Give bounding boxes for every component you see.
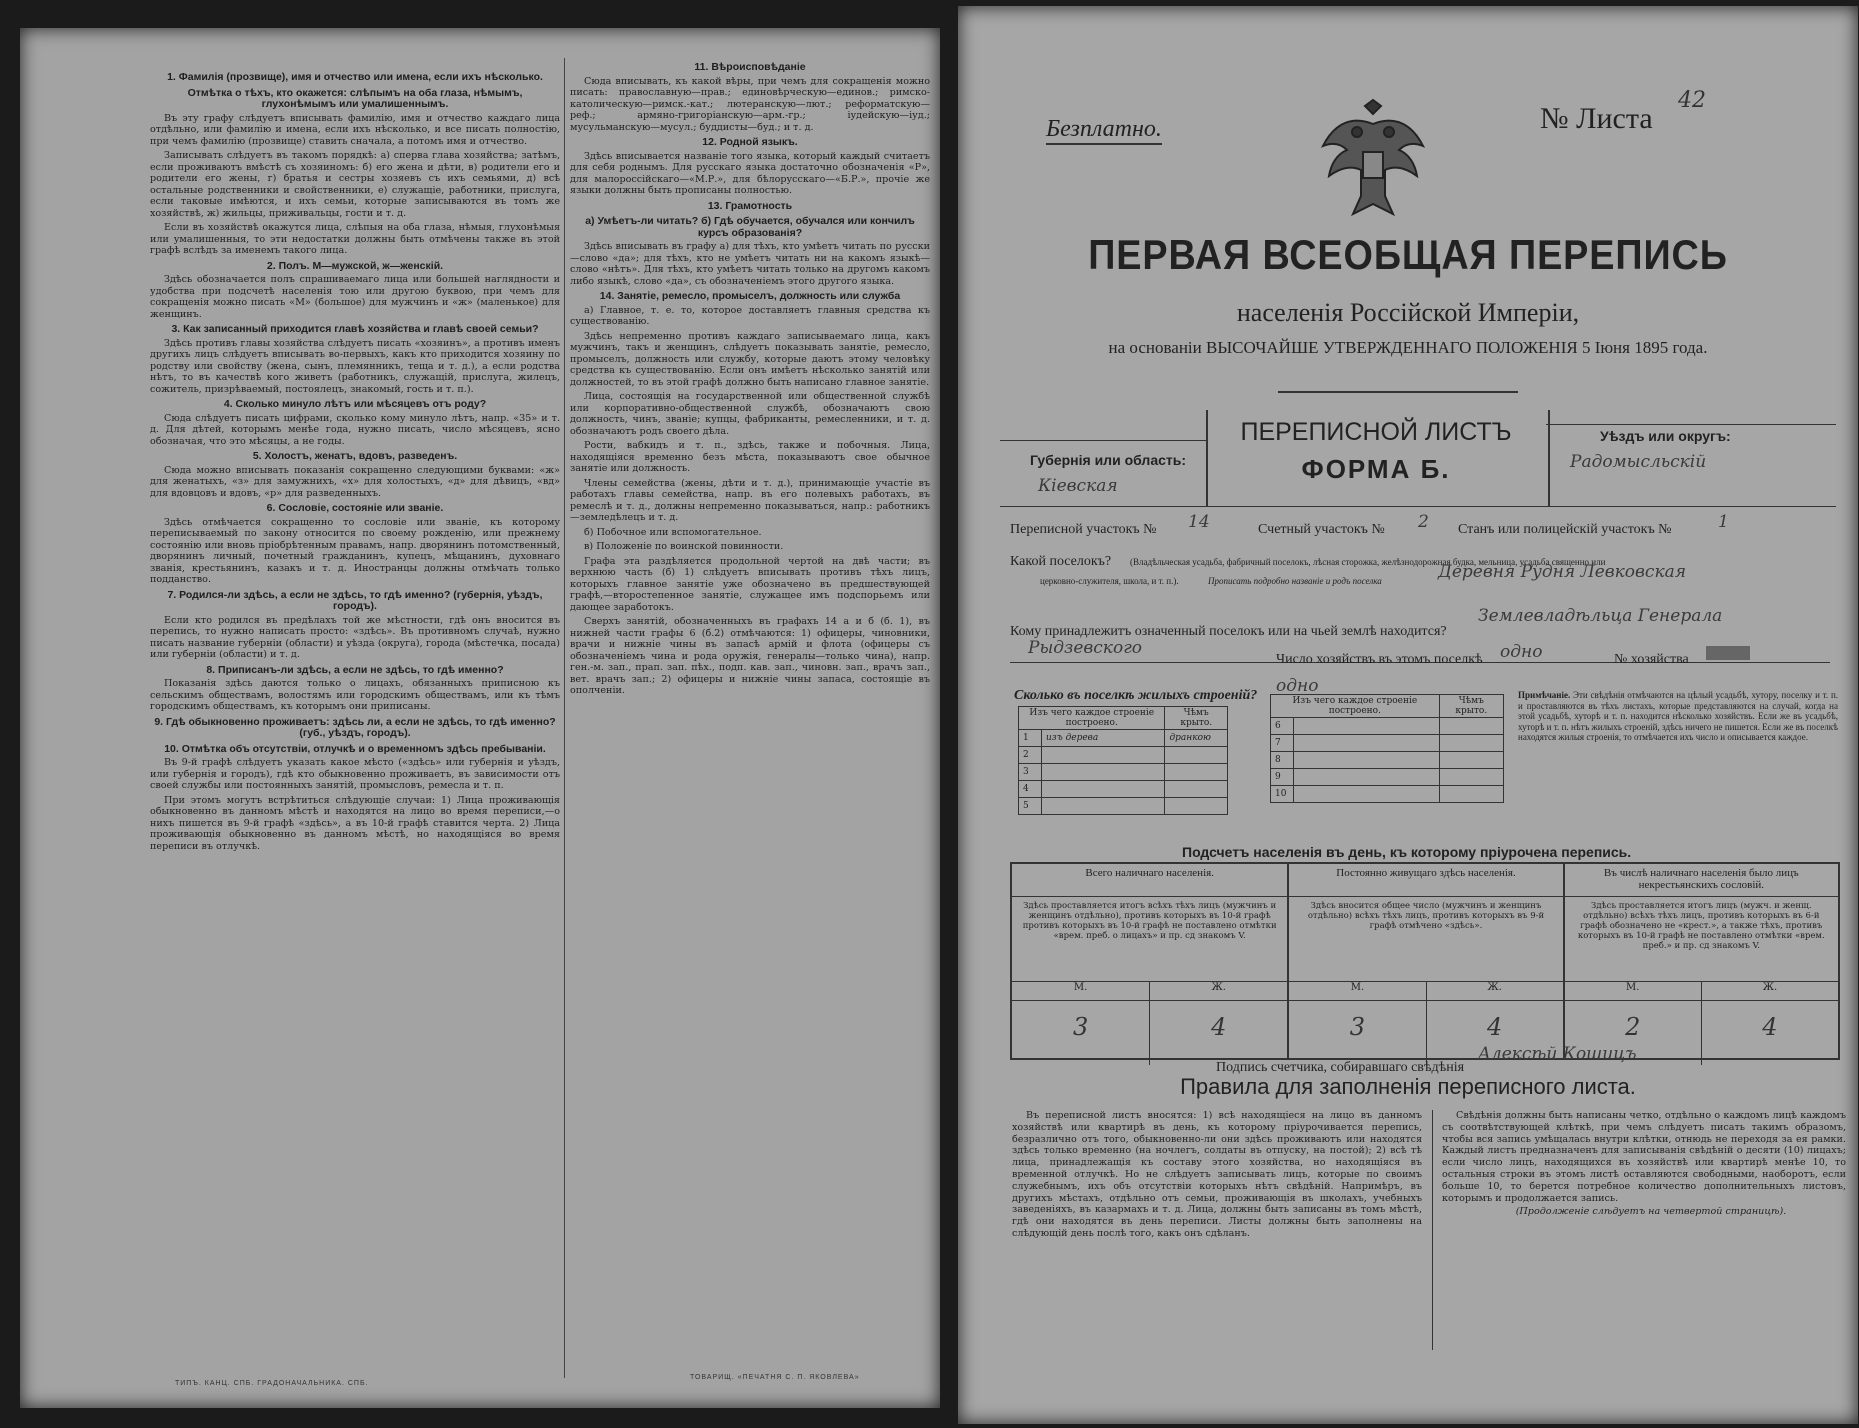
note-label: Примѣчаніе. — [1518, 690, 1571, 700]
table-cell-roof — [1165, 764, 1228, 781]
instruction-paragraph: Показанія здѣсь даются только о лицахъ, обязанныхъ приписною къ сельскимъ обществамъ, волостямъ или городскимъ обществамъ, или къ тѣмъ городскимъ обществамъ, къ которымъ они приписаны. — [150, 678, 560, 712]
table-row — [1019, 798, 1228, 815]
instruction-heading: 3. Как записанный приходится главѣ хозяйства и главѣ своей семьи? — [171, 323, 539, 335]
signature-label: Подпись счетчика, собиравшаго свѣдѣнія — [1216, 1060, 1465, 1075]
instruction-heading: Отмѣтка о тѣхъ, кто окажется: слѣпымъ на оба глаза, нѣмымъ, глухонѣмымъ или умалишеннымъ. — [187, 86, 523, 110]
table-row — [1271, 735, 1504, 752]
census-title: ПЕРВАЯ ВСЕОБЩАЯ ПЕРЕПИСЬ — [1088, 231, 1728, 278]
count-column-instruction: Здѣсь вносится общее число (мужчинъ и женщинъ отдѣльно) всѣхъ тѣхъ лицъ, противъ которыхъ въ 9-й графѣ отмѣчено «здѣсь». — [1289, 897, 1562, 982]
instruction-paragraph: Здѣсь противъ главы хозяйства слѣдуетъ писать «хозяинъ», а противъ именъ другихъ лицъ слѣдуетъ вписывать во-первыхъ, какъ кто приходится хозяину по родству или свойству (жена, сынъ, племянникъ, теща и т. д.), а если родства нѣтъ, то въ качествѣ кого живетъ (работникъ, служащій, прислуга, жилецъ, сожитель, призрѣваемый, постоялецъ, знакомый, гость и т. п.). — [150, 337, 560, 395]
table-cell-material — [1294, 718, 1440, 735]
table-cell-material — [1294, 735, 1440, 752]
instruction-paragraph: а) Главное, т. е. то, которое доставляетъ главныя средства къ существованію. — [570, 304, 930, 327]
count-column-head: Всего наличнаго населенія. — [1012, 864, 1287, 897]
rules-title: Правила для заполненія переписного листа. — [1180, 1074, 1636, 1099]
buildings-note — [1518, 690, 1838, 743]
owner-label: Кому принадлежитъ означенный поселокъ или на чьей землѣ находится? — [1010, 624, 1447, 639]
instruction-heading: 4. Сколько минуло лѣтъ или мѣсяцевъ отъ роду? — [223, 398, 487, 410]
instruction-paragraph: Члены семейства (жены, дѣти и т. д.), принимающіе участіе въ работахъ главы семейства, напр. въ его полевыхъ работахъ, въ ремеслѣ и т. д., должны непременно показываться, напр.: работникъ—земледѣлецъ и т. д. — [570, 477, 930, 523]
settlement-hint-3: Прописать подробно названіе и родъ поселка — [1208, 576, 1382, 586]
free-of-charge-label: Безплатно. — [1046, 116, 1162, 145]
buildings-value: одно — [1276, 676, 1319, 696]
uezd-value: Радомысльскій — [1570, 452, 1707, 472]
count-value-male: 3 — [1349, 1013, 1366, 1041]
count-value-male: 2 — [1625, 1013, 1641, 1041]
instructions-column-2 — [570, 58, 930, 700]
instruction-paragraph: Графа эта раздѣляется продольной чертой на двѣ части; въ верхнюю часть (б) 1) слѣдуетъ вписывать противъ тѣхъ лицъ, которыхъ главное занятіе уже обозначено въ предшествующей графѣ,—второстепенное занятіе, служащее имъ подспорьемъ или дающее заработокъ. — [570, 555, 930, 613]
settlement-hint: (Владѣльческая усадьба, фабричный поселокъ, лѣсная сторожка, желѣзнодорожная будка, мельница, усадьба священно или — [1130, 557, 1606, 567]
table-cell-roof: дранкою — [1165, 730, 1228, 747]
imperial-eagle-emblem — [1313, 96, 1433, 226]
sheet-number-value: 42 — [1678, 88, 1706, 113]
table-cell-material — [1294, 786, 1440, 803]
buildings-table-right — [1270, 694, 1504, 803]
table-cell-roof — [1439, 752, 1503, 769]
table-row — [1019, 781, 1228, 798]
settlement-hint-2: церковно-служителя, школа, и т. п.). — [1040, 576, 1179, 586]
rules-text-2: Свѣдѣнія должны быть написаны четко, отдѣльно о каждомъ лицѣ каждомъ съ соотвѣтствующей клѣткѣ, при чемъ слѣдуетъ писать такимъ образомъ, чтобы вся запись умѣщалась внутри клѣтки, отнюдь не переходя за ея рамки. Каждый листъ предназначенъ для записыванія свѣдѣній о десяти (10) лицахъ; если число лицъ, находящихся въ хозяйствѣ или квартирѣ менѣе 10, то остальныя строки въ этомъ листѣ оставляются свободными, наоборотъ, если больше 10, то берется потребное количество дополнительныхъ листовъ, которымъ и продолжается запись. — [1442, 1110, 1846, 1204]
instruction-heading: 2. Полъ. М—мужской, ж—женскій. — [266, 259, 444, 272]
instruction-paragraph: Сюда можно вписывать показанія сокращенно следующими буквами: «ж» для женатыхъ, «з» для замужнихъ, «х» для холостыхъ, «д» для дѣвицъ, «вд» для вдовцовъ и вдовъ, «р» для разведенныхъ. — [150, 464, 560, 499]
instruction-heading: 6. Сословіе, состояніе или званіе. — [266, 502, 444, 514]
uezd-label: Уѣздъ или округъ: — [1600, 428, 1731, 444]
rules-text-1: Въ переписной листъ вносятся: 1) всѣ находящіеся на лицо въ данномъ хозяйствѣ или квартирѣ въ день, къ которому пріурочивается перепись, безразлично отъ того, обыкновенно-ли они здѣсь проживаютъ или находятся здѣсь только временно (на ночлегъ, солдаты въ отпуску, на постой); 2) всѣ тѣ лица, принадлежащія къ составу этого хозяйства, но находящіяся въ временной отлучкѣ. Но не слѣдуетъ записывать лицъ, которые по своимъ служебнымъ, ихъ объ отсутствіи которыхъ нѣтъ свѣдѣній. Напримѣръ, въ другихъ мѣстахъ, отдѣльно отъ семьи, проживающія въ школахъ, учебныхъ заведеніяхъ, въ казармахъ и т. д. Лица, должны быть записаны въ томъ мѣстѣ, гдѣ они находятся въ день переписи. Листы должны быть заполнены на слѣдующій день послѣ того, какъ онъ сдѣланъ. — [1012, 1110, 1422, 1239]
column-divider — [564, 58, 565, 1378]
rules-column-2 — [1442, 1110, 1846, 1220]
table-cell-material — [1042, 747, 1165, 764]
instruction-paragraph: Сверхъ занятій, обозначенныхъ въ графахъ 14 а и б (б. 1), въ нижней части графы 6 (б.2) отмѣчаются: 1) офицеры, чиновники, врачи и нижніе чины въ запасѣ армій и флота (офицеры съ обозначеніемъ чина и рода оружія, генералы—только чина), напр. ген.-м. зап., прап. зап. пѣх., подп. кав. зап., чиновн. зап., врачъ зап., вет. врачъ зап.; 2) офицеры и нижніе чины запаса, состоящіе въ ополченіи. — [570, 616, 930, 696]
table-cell-n: 3 — [1019, 764, 1042, 781]
sheet-number-label: № Листа — [1540, 102, 1653, 135]
count-column — [1287, 864, 1562, 1058]
table-header-cell: Изъ чего каждое строеніе построено. — [1019, 707, 1165, 730]
household-number-redacted — [1706, 646, 1750, 660]
instruction-paragraph: Здѣсь отмѣчается сокращенно то сословіе или званіе, къ которому переписываемый по закону относится по своему рожденію, или прежнему состоянію или вновь пріобрѣтенным правамъ, напр. дворянинъ потомственный, дворянинъ личный, почетный гражданинъ, купецъ, мѣщанинъ, духовнаго званія, крестьянинъ, казакъ и т. д. Иностранцы должны отмѣчать только подданство. — [150, 516, 560, 585]
instruction-paragraph: Въ эту графу слѣдуетъ вписывать фамилію, имя и отчество каждаго лица отдѣльно, или фамилію и имена, если ихъ нѣсколько, и все писать полностію, при чемъ фамилію (прозвище) ставить сначала, а потомъ имя и отчество. — [150, 112, 560, 147]
table-cell-material — [1042, 798, 1165, 815]
table-cell-roof — [1165, 798, 1228, 815]
household-number-label: № хозяйства — [1614, 652, 1689, 667]
sex-f-label: Ж. — [1149, 982, 1287, 1000]
census-section-value: 14 — [1188, 512, 1210, 532]
table-cell-roof — [1439, 718, 1503, 735]
table-cell-n: 2 — [1019, 747, 1042, 764]
sex-f-label: Ж. — [1701, 982, 1838, 1000]
population-count-table — [1010, 862, 1840, 1060]
table-row — [1019, 764, 1228, 781]
left-page-instructions — [20, 28, 940, 1408]
table-row — [1271, 769, 1504, 786]
table-cell-n: 8 — [1271, 752, 1294, 769]
table-row — [1271, 752, 1504, 769]
table-cell-n: 4 — [1019, 781, 1042, 798]
instruction-paragraph: Здѣсь вписывать въ графу а) для тѣхъ, кто умѣетъ читать по русски—слово «да»; для тѣхъ, кто не умѣетъ читать ни на какомъ языкѣ—слово «нѣтъ». Для тѣхъ, кто умѣетъ читать только на другомъ какомъ либо языкѣ, слово «да», съ обозначеніемъ этого другого языка. — [570, 241, 930, 287]
households-value: одно — [1500, 642, 1543, 662]
table-row — [1019, 730, 1228, 747]
count-column — [1563, 864, 1838, 1058]
stan-value: 1 — [1718, 512, 1729, 532]
population-count-title: Подсчетъ населенія въ день, къ которому пріурочена перепись. — [1182, 844, 1632, 860]
households-label: Число хозяйствъ въ этомъ поселкѣ — [1276, 652, 1483, 667]
rules-column-1 — [1012, 1110, 1422, 1242]
table-cell-n: 1 — [1019, 730, 1042, 747]
table-cell-roof — [1165, 781, 1228, 798]
count-column-head: Въ числѣ наличнаго населенія было лицъ некрестьянскихъ сословій. — [1565, 864, 1838, 897]
rules-divider — [1432, 1110, 1433, 1350]
table-cell-n: 7 — [1271, 735, 1294, 752]
census-subtitle: населенія Россійской Имперіи, — [1236, 298, 1580, 327]
count-value-female: 4 — [1426, 1001, 1563, 1065]
instruction-heading: 9. Гдѣ обыкновенно проживаетъ: здѣсь ли, а если не здѣсь, то гдѣ именно? (губ., уѣздъ, городъ). — [154, 715, 556, 739]
form-title: ПЕРЕПИСНОЙ ЛИСТЪ — [1240, 418, 1512, 446]
instruction-heading: 1. Фамилія (прозвище), имя и отчество или имена, если ихъ нѣсколько. — [167, 71, 543, 83]
sex-m-label: М. — [1350, 982, 1365, 993]
header-line-bottom — [1000, 506, 1836, 507]
instruction-heading: а) Умѣетъ-ли читать? б) Гдѣ обучается, обучался или кончилъ курсъ образованія? — [585, 215, 915, 239]
sex-m-label: М. — [1073, 982, 1088, 993]
header-line-right — [1546, 424, 1836, 425]
count-section-label: Счетный участокъ № — [1258, 522, 1385, 537]
instruction-paragraph: Если въ хозяйствѣ окажутся лица, слѣпыя на оба глаза, нѣмыя, глухонѣмыя или умалишенныя, то эти недостатки должны быть отмѣчены также въ этой графѣ вслѣдъ за именемъ такого лица. — [150, 222, 560, 256]
count-column — [1012, 864, 1287, 1058]
census-section-label: Переписной участокъ № — [1010, 522, 1157, 537]
instruction-paragraph: При этомъ могутъ встрѣтиться слѣдующіе случаи: 1) Лица проживающія обыкновенно въ данномъ мѣстѣ и находятся на лицо во время переписи,—о нихъ пишется въ 9-й графѣ «здѣсь», а въ 10-й графѣ ставится черта. 2) Лица проживающія обыкновенно въ данномъ мѣстѣ, но находящіяся во время переписи въ отлучкѣ. — [150, 794, 560, 852]
count-column-instruction: Здѣсь проставляется итогъ всѣхъ тѣхъ лицъ (мужчинъ и женщинъ отдѣльно), противъ которыхъ въ 10-й графѣ противъ которыхъ въ 10-й графѣ не поставлено отмѣтки «врем. преб. о лицахъ» и пр. сд знакомъ V. — [1012, 897, 1287, 982]
count-column-head: Постоянно живущаго здѣсь населенія. — [1289, 864, 1562, 897]
settlement-value: Деревня Рудня Левковская — [1438, 562, 1686, 582]
instruction-heading: 10. Отмѣтка объ отсутствіи, отлучкѣ и о временномъ здѣсь пребываніи. — [164, 742, 546, 755]
instruction-paragraph: Въ 9-й графѣ слѣдуетъ указать какое мѣсто («здѣсь» или губернія и уѣздъ, или губернія и городъ), гдѣ кто обыкновенно проживаетъ, въ зависимости отъ своей службы или постоянныхъ занятій, промысловъ, ремесла и т. п. — [150, 757, 560, 791]
title-rule — [1278, 391, 1518, 393]
gubernia-label: Губернія или область: — [1030, 452, 1187, 468]
instruction-paragraph: в) Положеніе по воинской повинности. — [584, 541, 784, 552]
table-cell-roof — [1165, 747, 1228, 764]
count-value-female: 4 — [1149, 1001, 1287, 1065]
instruction-heading: 12. Родной языкъ. — [702, 136, 798, 148]
table-cell-material — [1294, 752, 1440, 769]
table-header-cell: Изъ чего каждое строеніе построено. — [1271, 695, 1440, 718]
header-line-left — [1000, 440, 1206, 441]
table-cell-roof — [1439, 786, 1503, 803]
table-header-row — [1019, 707, 1228, 730]
table-cell-material — [1042, 781, 1165, 798]
instruction-heading: 8. Приписанъ-ли здѣсь, а если не здѣсь, то гдѣ именно? — [206, 663, 504, 676]
instruction-heading: 5. Холостъ, женатъ, вдовъ, разведенъ. — [252, 450, 458, 462]
settlement-label: Какой поселокъ? — [1010, 554, 1112, 569]
count-column-instruction: Здѣсь проставляется итогъ лицъ (мужч. и женщ. отдѣльно) всѣхъ тѣхъ лицъ, противъ которыхъ въ 6-й графѣ обозначено не «крест.», а также тѣхъ, противъ которыхъ въ 10-й графѣ не поставлено отмѣтки «врем. преб.» и пр. сд знакомъ V. — [1565, 897, 1838, 982]
table-cell-material: изъ дерева — [1042, 730, 1165, 747]
instruction-paragraph: Здѣсь обозначается полъ спрашиваемаго лица или большей наглядности и удобства при подсчетѣ населенія тою или другою буквою, при чемъ для сокращенія можно писать «М» (большое) для мужчинъ и «ж» (маленькое) для женщинъ. — [150, 274, 560, 320]
instruction-paragraph: Рости, вабкидъ и т. п., здѣсь, также и побочныя. Лица, находящіяся временно безъ мѣста, показываютъ свое обычное занятіе или должность. — [570, 440, 930, 474]
count-section-value: 2 — [1418, 512, 1429, 532]
instruction-paragraph: б) Побочное или вспомогательное. — [584, 526, 762, 538]
right-page-census-form — [958, 6, 1858, 1424]
table-cell-n: 5 — [1019, 798, 1042, 815]
instruction-paragraph: Записывать слѣдуетъ въ такомъ порядкѣ: а) сперва глава хозяйства; затѣмъ, если проживаютъ вмѣстѣ съ хозяиномъ: б) его жена и дѣти, в) родители его и родители его жены, г) братья и сестры хозяевъ съ ихъ семьями, д) всѣ остальные родственники и свойственники, е) служащіе, работники, прислуга, если таковые имѣются, и ихъ семьи, которые записываются въ томъ же хозяйствѣ, ж) жильцы, приживальцы, гости и т. д. — [150, 150, 560, 219]
table-header-row — [1271, 695, 1504, 718]
instruction-paragraph: Здѣсь непременно противъ каждаго записываемаго лица, какъ мужчинъ, такъ и женщинъ, слѣдуетъ показывать занятіе, ремесло, промыселъ, должность или службу, которые даютъ этому человѣку средства къ существованію. Если онъ имѣетъ нѣсколько занятій или должностей, то въ этой графѣ должно быть написано главное занятіе. — [570, 330, 930, 388]
instruction-heading: 13. Грамотность — [707, 199, 793, 212]
form-letter: ФОРМА Б. — [1301, 454, 1451, 484]
table-row — [1271, 718, 1504, 735]
instruction-paragraph: Если кто родился въ предѣлахъ той же мѣстности, гдѣ онъ вносится въ перепись, то нужно написать просто: «здѣсь». Въ противномъ случаѣ, нужно писать название губерніи (области) и уѣзда (округа), города (мѣстечка, посада) или губерніи (области) и т. д. — [150, 614, 560, 660]
count-value-female: 4 — [1701, 1001, 1838, 1065]
table-header-cell: Чѣмъ крыто. — [1439, 695, 1503, 718]
instruction-heading: 11. Вѣроисповѣданіе — [694, 61, 806, 73]
table-cell-n: 6 — [1271, 718, 1294, 735]
signature-value: Алексѣй Кошицъ — [1478, 1044, 1637, 1064]
sex-f-label: Ж. — [1426, 982, 1563, 1000]
gubernia-value: Кіевская — [1038, 476, 1118, 496]
buildings-label: Сколько въ поселкѣ жилыхъ строеній? — [1014, 688, 1258, 703]
table-cell-material — [1294, 769, 1440, 786]
table-cell-n: 10 — [1271, 786, 1294, 803]
census-legal-basis: на основаніи ВЫСОЧАЙШЕ УТВЕРЖДЕННАГО ПОЛОЖЕНІЯ 5 Іюня 1895 года. — [1108, 338, 1708, 357]
instructions-column-1 — [150, 68, 560, 855]
sex-m-label: М. — [1626, 982, 1640, 993]
owner-value-2: Рыдзевского — [1028, 638, 1143, 658]
instruction-heading: 14. Занятіе, ремесло, промыселъ, должность или служба — [599, 290, 901, 302]
table-row — [1019, 747, 1228, 764]
printer-imprint-left: ТИПЪ. КАНЦ. СПБ. ГРАДОНАЧАЛЬНИКА. СПБ. — [175, 1380, 369, 1387]
table-cell-roof — [1439, 769, 1503, 786]
table-header-cell: Чѣмъ крыто. — [1165, 707, 1228, 730]
instruction-paragraph: Сюда вписывать, къ какой вѣры, при чемъ для сокращенія можно писать: православную—прав.; единовѣрческую—единов.; римско-католическую—римск.-кат.; лютеранскую—лют.; реформатскую—реф.; армяно-григоріанскую—арм.-гр.; іудейскую—іуд.; мусульманскую—мусул.; буддисты—буд.; и т. д. — [570, 75, 930, 133]
table-cell-material — [1042, 764, 1165, 781]
table-cell-roof — [1439, 735, 1503, 752]
table-cell-n: 9 — [1271, 769, 1294, 786]
stan-label: Станъ или полицейскій участокъ № — [1458, 522, 1672, 537]
instruction-paragraph: Здѣсь вписывается названіе того языка, который каждый считаетъ для себя роднымъ. Для русскаго языка достаточно обозначенія «Р», для малороссійскаго—«М.Р.», для бѣлорусскаго—«Б.Р.», прочіе же языки должны быть прописаны полностью. — [570, 150, 930, 196]
buildings-table-left — [1018, 706, 1228, 815]
owner-value-1: Землевладѣльца Генерала — [1478, 606, 1723, 626]
note-text: Эти свѣдѣнія отмѣчаются на цѣлый усадьбѣ, хутору, поселку и т. п. и проставляются въ тѣхъ листахъ, которые представляются на случай, когда на этой усадьбѣ, хуторѣ и т. п. находится нѣсколько хозяйствъ. Если же въ усадьбѣ, хуторѣ и т. п. нѣтъ жилыхъ строеній, здѣсь ничего не пишется. Если же въ поселкѣ находятся жилыя строенія, то отмѣчается ихъ число и описывается каждое. — [1518, 690, 1839, 742]
printer-imprint-right: ТОВАРИЩ. «ПЕЧАТНЯ С. П. ЯКОВЛЕВА» — [690, 1374, 860, 1381]
instruction-paragraph: Сюда слѣдуетъ писать цифрами, сколько кому минуло лѣтъ, напр. «35» и т. д. Для дѣтей, которымъ менѣе года, нужно писать, число мѣсяцевъ, ясно обозначая, что это мѣсяцы, а не годы. — [150, 412, 560, 447]
rules-continued: (Продолженіе слѣдуетъ на четвертой страницѣ). — [1515, 1206, 1787, 1218]
table-row — [1271, 786, 1504, 803]
instruction-paragraph: Лица, состоящія на государственной или общественной службѣ или корпоративно-общественной службѣ, обозначаютъ свою должность, чинъ, званіе; купцы, фабриканты, ремесленники, и т. д. обозначаютъ родъ своего дѣла. — [570, 391, 930, 437]
instruction-heading: 7. Родился-ли здѣсь, а если не здѣсь, то гдѣ именно? (губернія, уѣздъ, городъ). — [167, 588, 543, 612]
count-value-male: 3 — [1072, 1013, 1089, 1041]
